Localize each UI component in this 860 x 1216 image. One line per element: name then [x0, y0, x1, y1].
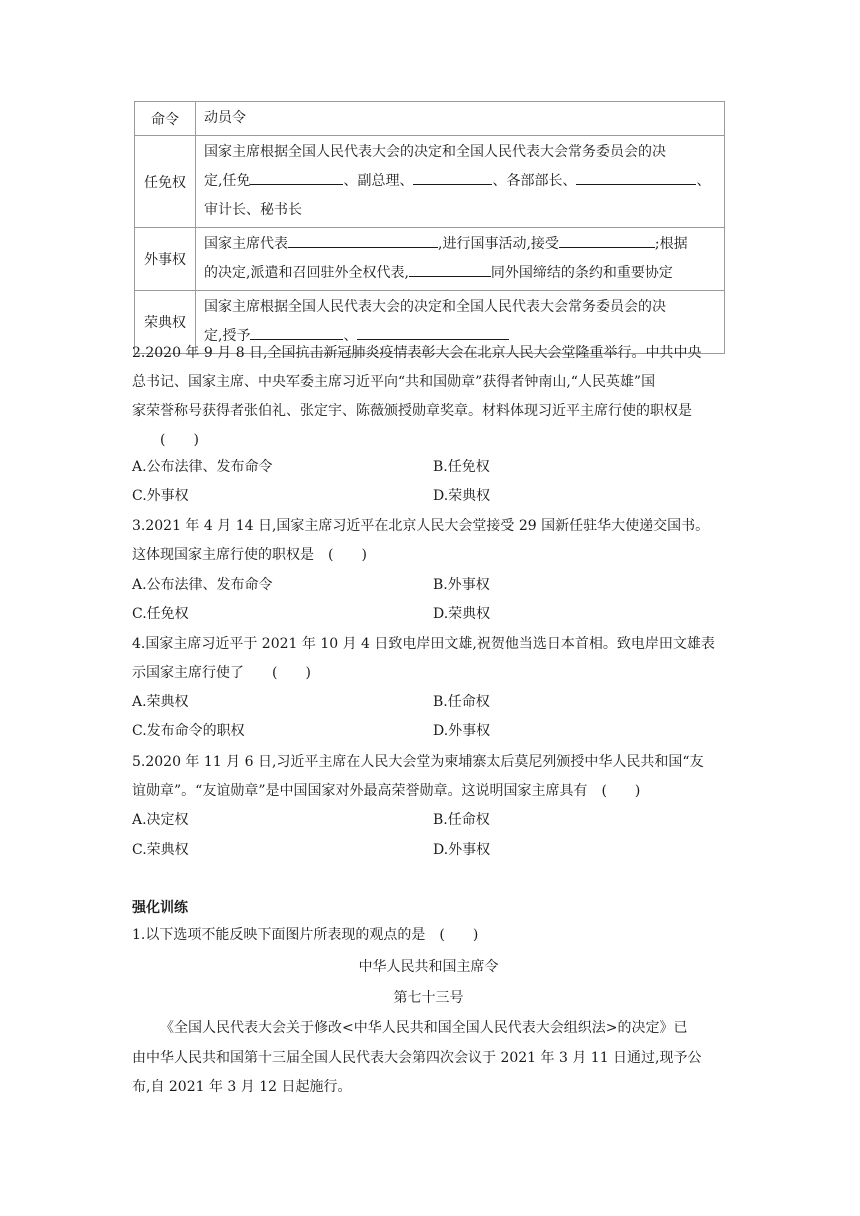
option-a[interactable]: A.公布法律、发布命令: [132, 459, 273, 475]
question-text: 3.2021 年 4 月 14 日,国家主席习近平在北京人民大会堂接受 29 国新任驻华大使递交国书。: [132, 518, 710, 534]
option-d[interactable]: D.荣典权: [433, 606, 491, 622]
row-label: 外事权: [135, 228, 196, 291]
option-c[interactable]: C.荣典权: [132, 842, 189, 858]
question-text: 示国家主席行使了 ( ): [132, 665, 311, 681]
decree-number: 第七十三号: [393, 990, 464, 1006]
option-b[interactable]: B.任免权: [433, 459, 490, 475]
row-content: 国家主席根据全国人民代表大会的决定和全国人民代表大会常务委员会的决 定,授予 、: [196, 291, 725, 354]
row-content: 国家主席代表 ,进行国事活动,接受 ;根据 的决定,派遣和召回驻外全权代表, 同外国缔结的条约和重要协定: [196, 228, 725, 291]
option-b[interactable]: B.外事权: [433, 577, 490, 593]
president-powers-table: [134, 101, 725, 354]
answer-blank[interactable]: [288, 231, 438, 248]
option-a[interactable]: A.公布法律、发布命令: [132, 577, 273, 593]
section-heading: 强化训练: [132, 900, 188, 916]
option-d[interactable]: D.外事权: [433, 842, 491, 858]
answer-blank[interactable]: [413, 168, 492, 185]
decree-body: 布,自 2021 年 3 月 12 日起施行。: [132, 1079, 352, 1095]
option-c[interactable]: C.任免权: [132, 606, 189, 622]
decree-body: 由中华人民共和国第十三届全国人民代表大会第四次会议于 2021 年 3 月 11 日通过,现予公: [132, 1050, 702, 1066]
option-b[interactable]: B.任命权: [433, 812, 490, 828]
answer-blank[interactable]: [250, 323, 343, 340]
question-text: 谊勋章”。“友谊勋章”是中国国家对外最高荣誉勋章。这说明国家主席具有 ( ): [132, 783, 641, 799]
option-b[interactable]: B.任命权: [433, 694, 490, 710]
question-text: 这体现国家主席行使的职权是 ( ): [132, 547, 367, 563]
question-text: 2.2020 年 9 月 8 日,全国抗击新冠肺炎疫情表彰大会在北京人民大会堂隆重举行。中共中央: [132, 345, 702, 361]
answer-blank[interactable]: [576, 168, 696, 185]
option-a[interactable]: A.决定权: [132, 812, 189, 828]
answer-blank[interactable]: [357, 323, 509, 340]
option-d[interactable]: D.外事权: [433, 723, 491, 739]
question-text: 4.国家主席习近平于 2021 年 10 月 4 日致电岸田文雄,祝贺他当选日本首相。致电岸田文雄表: [132, 636, 715, 652]
table-row: [135, 228, 725, 291]
question-text: 1.以下选项不能反映下面图片所表现的观点的是 ( ): [132, 927, 479, 943]
decree-title: 中华人民共和国主席令: [358, 959, 499, 975]
answer-blank[interactable]: [250, 168, 343, 185]
answer-blank[interactable]: [409, 260, 491, 277]
answer-paren: ( ): [160, 432, 199, 448]
row-label: 任免权: [135, 136, 196, 228]
decree-body: 《全国人民代表大会关于修改<中华人民共和国全国人民代表大会组织法>的决定》已: [160, 1020, 688, 1036]
table-row: [135, 102, 725, 136]
question-text: 5.2020 年 11 月 6 日,习近平主席在人民大会堂为柬埔寨太后莫尼列颁授中华人民共和国“友: [132, 754, 704, 770]
option-c[interactable]: C.外事权: [132, 488, 189, 504]
row-label: 命令: [135, 102, 196, 136]
option-a[interactable]: A.荣典权: [132, 694, 189, 710]
question-text: 家荣誉称号获得者张伯礼、张定宇、陈薇颁授勋章奖章。材料体现习近平主席行使的职权是: [132, 403, 692, 419]
row-content: 国家主席根据全国人民代表大会的决定和全国人民代表大会常务委员会的决 定,任免 、副总理、 、各部部长、 、 审计长、秘书长: [196, 136, 725, 228]
row-label: 荣典权: [135, 291, 196, 354]
option-d[interactable]: D.荣典权: [433, 488, 491, 504]
answer-blank[interactable]: [559, 231, 655, 248]
row-content: 动员令: [196, 102, 725, 136]
table-row: [135, 136, 725, 228]
option-c[interactable]: C.发布命令的职权: [132, 723, 245, 739]
question-text: 总书记、国家主席、中央军委主席习近平向“共和国勋章”获得者钟南山,“人民英雄”国: [132, 374, 656, 390]
